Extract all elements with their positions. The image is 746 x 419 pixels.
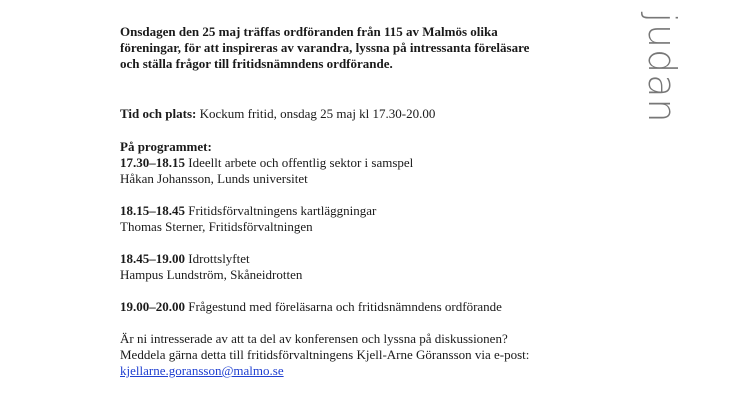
program-time: 18.15–18.45	[120, 203, 185, 218]
program-speaker: Thomas Sterner, Fritidsförvaltningen	[120, 219, 313, 234]
closing-line: Är ni intresserade av att ta del av konferensen och lyssna på diskussionen?	[120, 331, 508, 346]
program-speaker: Hampus Lundström, Skåneidrotten	[120, 267, 303, 282]
program-title: Idrottslyftet	[185, 251, 250, 266]
program-item	[120, 299, 610, 315]
program-title: Fritidsförvaltningens kartläggningar	[185, 203, 377, 218]
document-body	[120, 24, 610, 379]
program-title: Ideellt arbete och offentlig sektor i samspel	[185, 155, 414, 170]
program-item	[120, 155, 610, 187]
program-title: Frågestund med föreläsarna och fritidsnämndens ordförande	[185, 299, 502, 314]
intro-line: föreningar, för att inspireras av varandra, lyssna på intressanta föreläsare	[120, 40, 530, 55]
program-time: 17.30–18.15	[120, 155, 185, 170]
email-link[interactable]: kjellarne.goransson@malmo.se	[120, 363, 284, 378]
program-time: 18.45–19.00	[120, 251, 185, 266]
venue-line	[120, 106, 610, 122]
venue-text: Kockum fritid, onsdag 25 maj kl 17.30-20.00	[196, 106, 436, 121]
venue-label: Tid och plats:	[120, 106, 197, 121]
program-time: 19.00–20.00	[120, 299, 185, 314]
program-heading: På programmet:	[120, 139, 212, 154]
side-heading-fragment	[627, 0, 697, 135]
closing-line: Meddela gärna detta till fritidsförvaltningens Kjell-Arne Göransson via e-post:	[120, 347, 530, 362]
program-item	[120, 203, 610, 235]
intro-line: Onsdagen den 25 maj träffas ordföranden från 115 av Malmös olika	[120, 24, 498, 39]
program-item	[120, 251, 610, 283]
closing-paragraph	[120, 331, 610, 379]
side-heading-text: judan	[640, 12, 684, 124]
intro-line: och ställa frågor till fritidsnämndens ordförande.	[120, 56, 393, 71]
program-speaker: Håkan Johansson, Lunds universitet	[120, 171, 308, 186]
intro-paragraph	[120, 24, 610, 72]
